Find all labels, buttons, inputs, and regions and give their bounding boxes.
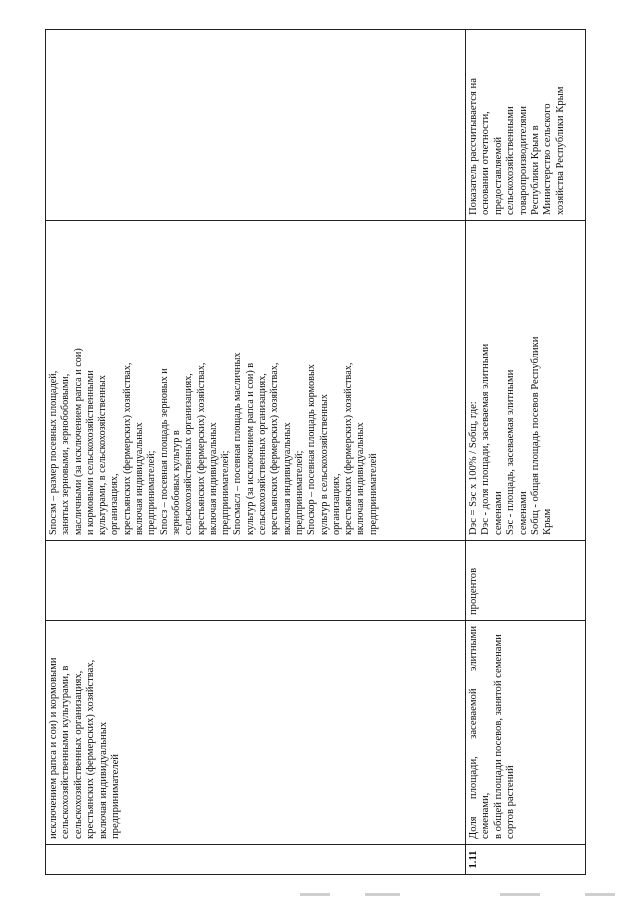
text-line: масличными (за исключением рапса и сои) [72, 348, 84, 535]
text-line: включая индивидуальных [134, 422, 146, 535]
text-line: Sпосзм – размер посевных площадей, [48, 370, 59, 535]
text-line: сельскохозяйственными культурами, в [60, 665, 72, 839]
text-line: сельскохозяйственных организациях, [72, 670, 84, 839]
scan-artifact [585, 893, 615, 896]
unit-cell-empty [46, 541, 466, 621]
text-line: включая индивидуальных [281, 422, 293, 535]
source-cell-empty [46, 30, 466, 221]
text-line: Sпосмасл – посевная площадь масличных [232, 352, 244, 535]
scan-artifact [365, 893, 400, 896]
number-cell-empty [46, 845, 466, 875]
indicators-table [45, 29, 586, 875]
text-line: и кормовыми сельскохозяйственными [84, 370, 96, 535]
text-line: Крым [542, 508, 554, 535]
text-line: Sпосз – посевная площадь зерновых и [158, 368, 170, 535]
text-line: сортов растений [505, 765, 517, 839]
indicator-cell [466, 621, 586, 845]
row-number: 1.11 [466, 845, 586, 875]
text-line: предоставляемой [492, 136, 504, 215]
text-line: включая индивидуальных [207, 422, 219, 535]
text-line: Dэс = Sэс х 100% / Sобщ, где: [468, 401, 479, 535]
text-line: крестьянских (фермерских) хозяйствах, [195, 362, 207, 535]
text-line: Республики Крым в [530, 125, 542, 215]
text-line: исключением рапса и сои) и кормовыми [48, 657, 59, 839]
source-cell [466, 30, 586, 221]
text-line: товаропроизводителями [517, 106, 529, 215]
formula-cell [466, 221, 586, 541]
text-line: семенами [517, 491, 529, 535]
text-line: включая индивидуальных [355, 422, 367, 535]
text-line: Sпоскор – посевная площадь кормовых [306, 364, 318, 535]
rotated-page [45, 30, 585, 875]
text-line: культур в сельскохозяйственных [318, 394, 330, 535]
text-line: хозяйства Республики Крым [554, 86, 566, 215]
table-row-continuation [46, 30, 466, 875]
text-line: Sобщ - общая площадь посевов Республики [530, 336, 542, 535]
text-line: семенами [492, 491, 504, 535]
text-line: включая индивидуальных [97, 721, 109, 839]
text-line: занятых зерновыми, зернобобовыми, [60, 373, 72, 535]
text-line: предпринимателей; [146, 450, 158, 535]
scan-artifact [300, 893, 330, 896]
text-line: зернобобовых культур в [170, 430, 182, 535]
text-line: Dэс - доля площади, засеваемая элитными [480, 343, 492, 535]
scan-artifact [500, 893, 540, 896]
text-line: Министерство сельского [542, 103, 554, 215]
table-row-1-11 [466, 30, 586, 875]
text-line: предпринимателей; [220, 450, 232, 535]
indicator-continuation-cell [46, 621, 466, 845]
text-line: культур (за исключением рапса и сои) в [244, 362, 256, 535]
text-line: Показатель рассчитывается на [468, 78, 479, 215]
text-line: культурами, в сельскохозяйственных [97, 375, 109, 535]
text-line: Доля площади, засеваемой элитными семенами, [468, 626, 492, 839]
text-line: крестьянских (фермерских) хозяйствах, [343, 362, 355, 535]
text-line: основании отчетности, [480, 111, 492, 215]
text-line: организациях, [109, 473, 121, 535]
text-line: сельскохозяйственных организациях, [257, 373, 269, 535]
text-line: Sэс - площадь, засеваемая элитными [505, 369, 517, 535]
text-line: предпринимателей [367, 453, 379, 535]
formula-legend-cell [46, 221, 466, 541]
text-line: предпринимателей [110, 754, 122, 839]
unit-cell [466, 541, 586, 621]
text-line: организациях, [330, 473, 342, 535]
text-line: в общей площади посевов, занятой семенами [492, 634, 504, 839]
text-line: крестьянских (фермерских) хозяйствах, [121, 362, 133, 535]
unit-label: процентов [468, 567, 479, 615]
text-line: сельскохозяйственных организациях, [183, 373, 195, 535]
text-line: сельскохозяйственными [505, 106, 517, 215]
text-line: предпринимателей; [293, 450, 305, 535]
text-line: крестьянских (фермерских) хозяйствах, [85, 659, 97, 839]
text-line: крестьянских (фермерских) хозяйствах, [269, 362, 281, 535]
